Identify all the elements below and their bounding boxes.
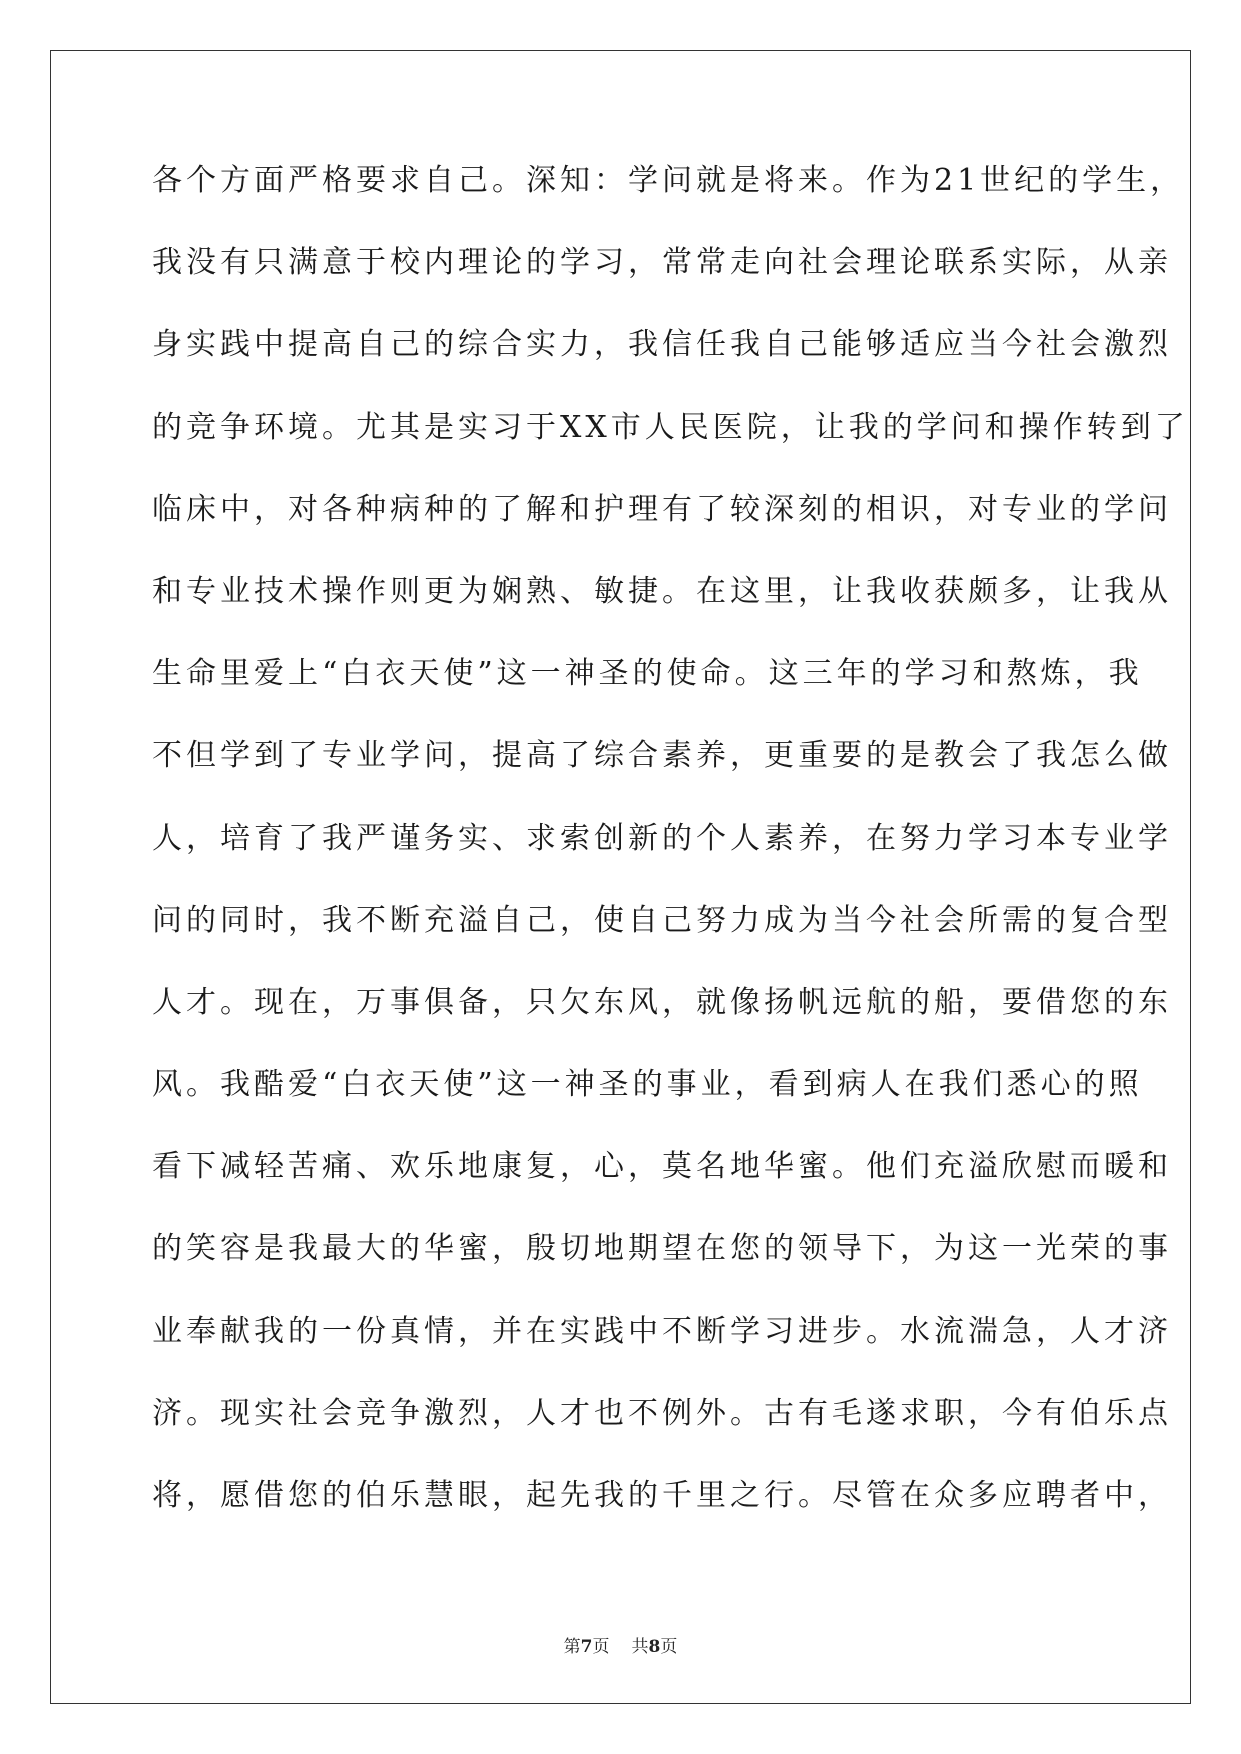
total-pages-number: 8 xyxy=(648,1637,661,1657)
text-line: 身实践中提高自己的综合实力，我信任我自己能够适应当今社会激烈 xyxy=(152,327,1172,363)
text-line: 将，愿借您的伯乐慧眼，起先我的千里之行。尽管在众多应聘者中， xyxy=(152,1478,1172,1513)
text-line: 问的同时，我不断充溢自己，使自己努力成为当今社会所需的复合型 xyxy=(152,902,1172,938)
page-footer xyxy=(0,1632,1241,1657)
text-line: 和专业技术操作则更为娴熟、敏捷。在这里，让我收获颇多，让我从 xyxy=(152,573,1172,609)
text-line: 看下减轻苦痛、欢乐地康复，心，莫名地华蜜。他们充溢欣慰而暖和 xyxy=(152,1149,1172,1185)
current-page-number: 7 xyxy=(580,1637,593,1657)
text-line: 风。我酷爱“白衣天使”这一神圣的事业，看到病人在我们悉心的照 xyxy=(152,1067,1143,1103)
page-prefix: 第 xyxy=(563,1637,581,1657)
text-line: 济。现实社会竞争激烈，人才也不例外。古有毛遂求职，今有伯乐点 xyxy=(152,1395,1172,1431)
text-line: 业奉献我的一份真情，并在实践中不断学习进步。水流湍急，人才济 xyxy=(152,1313,1172,1349)
text-line: 各个方面严格要求自己。深知：学问就是将来。作为21世纪的学生， xyxy=(152,163,1185,198)
page-suffix: 页 xyxy=(592,1637,610,1657)
text-line: 人才。现在，万事俱备，只欠东风，就像扬帆远航的船，要借您的东 xyxy=(152,984,1172,1020)
total-suffix: 页 xyxy=(660,1637,678,1657)
total-prefix: 共 xyxy=(631,1637,649,1657)
text-line: 生命里爱上“白衣天使”这一神圣的使命。这三年的学习和熬炼，我 xyxy=(152,656,1143,692)
text-line: 我没有只满意于校内理论的学习，常常走向社会理论联系实际，从亲 xyxy=(152,245,1172,281)
body-text xyxy=(152,163,1189,1563)
text-line: 的笑容是我最大的华蜜，殷切地期望在您的领导下，为这一光荣的事 xyxy=(152,1231,1172,1267)
text-line: 不但学到了专业学问，提高了综合素养，更重要的是教会了我怎么做 xyxy=(152,738,1172,774)
text-line: 的竞争环境。尤其是实习于XX市人民医院，让我的学问和操作转到了 xyxy=(152,409,1189,445)
text-line: 人，培育了我严谨务实、求索创新的个人素养，在努力学习本专业学 xyxy=(152,820,1172,856)
text-line: 临床中，对各种病种的了解和护理有了较深刻的相识，对专业的学问 xyxy=(152,491,1172,527)
